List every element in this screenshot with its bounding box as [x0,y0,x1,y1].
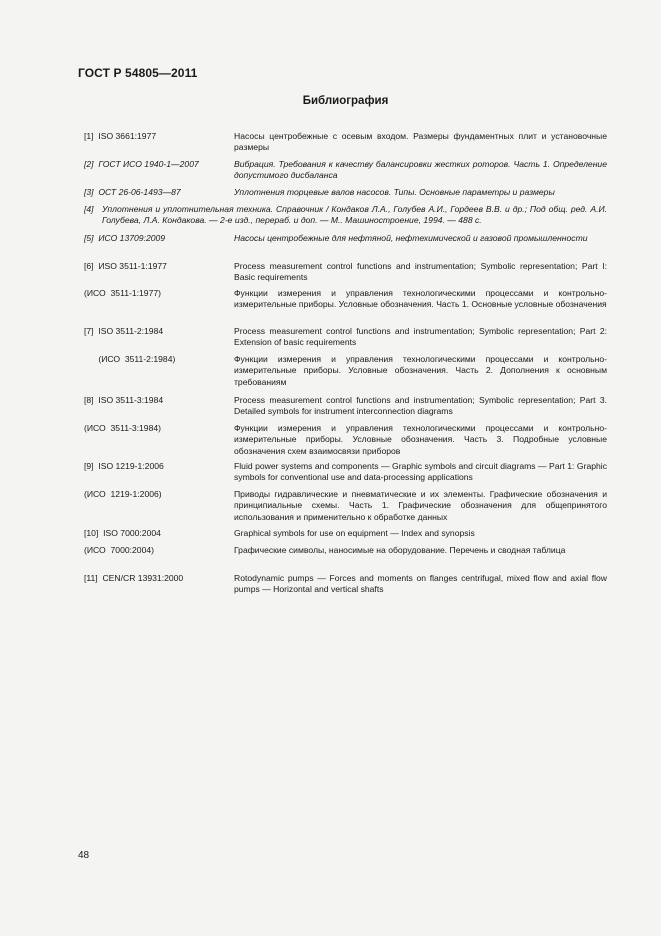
entry-ref: [3] ОСТ 26-06-1493—87 [84,187,181,197]
entry-text: Приводы гидравлические и пневматические и их элементы. Графические обозначения и принципиальные схемы. Часть 1. Графические обозначения для общепринятого использования и применительно к обработке данных [234,489,607,522]
entry-ref: [9] ISO 1219-1:2006 [84,461,164,471]
entry-ref: [4] [84,204,94,214]
entry-text: Уплотнения торцевые валов насосов. Типы. Основные параметры и размеры [234,187,555,197]
entry-ref: [8] ISO 3511-3:1984 [84,395,164,405]
entry-text: Process measurement control functions and instrumentation; Symbolic representation; Part 2: Extension of basic requirements [234,326,607,348]
page-number: 48 [78,850,90,861]
entry-ref: [10] ISO 7000:2004 [84,528,161,538]
entry-text: Process measurement control functions and instrumentation; Symbolic representation; Part 3. Detailed symbols for instrument interconnection diagrams [234,395,607,417]
entry-text: Process measurement control functions and instrumentation; Symbolic representation; Part I: Basic requirements [234,261,607,283]
entry-text: Уплотнения и уплотнительная техника. Справочник / Кондаков Л.А., Голубев А.И., Гордеев В.В. и др.; Под общ. ред. А.И. Голубева, Л.А. Кондакова. — 2-е изд., перераб. и доп. — М.. Машиностроение, 1994. — 488 с. [102,204,607,226]
entry-ref: (ИСО 1219-1:2006) [84,489,162,499]
entry-ref: [5] ИСО 13709:2009 [84,233,166,243]
entry-ref: [2] ГОСТ ИСО 1940-1—2007 [84,159,199,169]
entry-text: Функции измерения и управления технологическими процессами и контрольно-измерительные приборы. Условные обозначения. Часть 2. Дополнения к основным требованиям [234,354,607,387]
entry-ref: (ИСО 7000:2004) [84,545,155,555]
entry-ref: (ИСО 3511-2:1984) [84,354,176,364]
entry-ref: [1] ISO 3661:1977 [84,131,157,141]
entry-text: Функции измерения и управления технологическими процессами и контрольно-измерительные приборы. Условные обозначения. Часть 3. Подробные условные обозначения схем взаимосвязи приборов [234,423,607,456]
entry-text: Насосы центробежные для нефтяной, нефтехимической и газовой промышленности [234,233,588,243]
entry-text: Вибрация. Требования к качеству балансировки жестких роторов. Часть 1. Определение допустимого дисбаланса [234,159,607,181]
entry-text: Fluid power systems and components — Graphic symbols and circuit diagrams — Part 1: Graphic symbols for conventional use and data-processing applications [234,461,607,483]
bibliography-title: Библиография [302,95,389,107]
entry-ref: (ИСО 3511-1:1977) [84,288,162,298]
entry-text: Графические символы, наносимые на оборудование. Перечень и сводная таблица [234,545,566,555]
entry-ref: [6] ИSO 3511-1:1977 [84,261,167,271]
entry-ref: [11] CEN/CR 13931:2000 [84,573,184,583]
entry-ref: (ИСО 3511-3:1984) [84,423,162,433]
entry-text: Graphical symbols for use on equipment — Index and synopsis [234,528,475,538]
entry-ref: [7] ISO 3511-2:1984 [84,326,164,336]
entry-text: Функции измерения и управления технологическими процессами и контрольно-измерительные приборы. Условные обозначения. Часть 1. Основные условные обозначения [234,288,607,310]
entry-text: Насосы центробежные с осевым входом. Размеры фундаментных плит и установочные размеры [234,131,607,153]
entry-text: Rotodynamic pumps — Forces and moments on flanges centrifugal, mixed flow and axial flow pumps — Horizontal and vertical shafts [234,573,607,595]
standard-code: ГОСТ Р 54805—2011 [78,66,198,80]
